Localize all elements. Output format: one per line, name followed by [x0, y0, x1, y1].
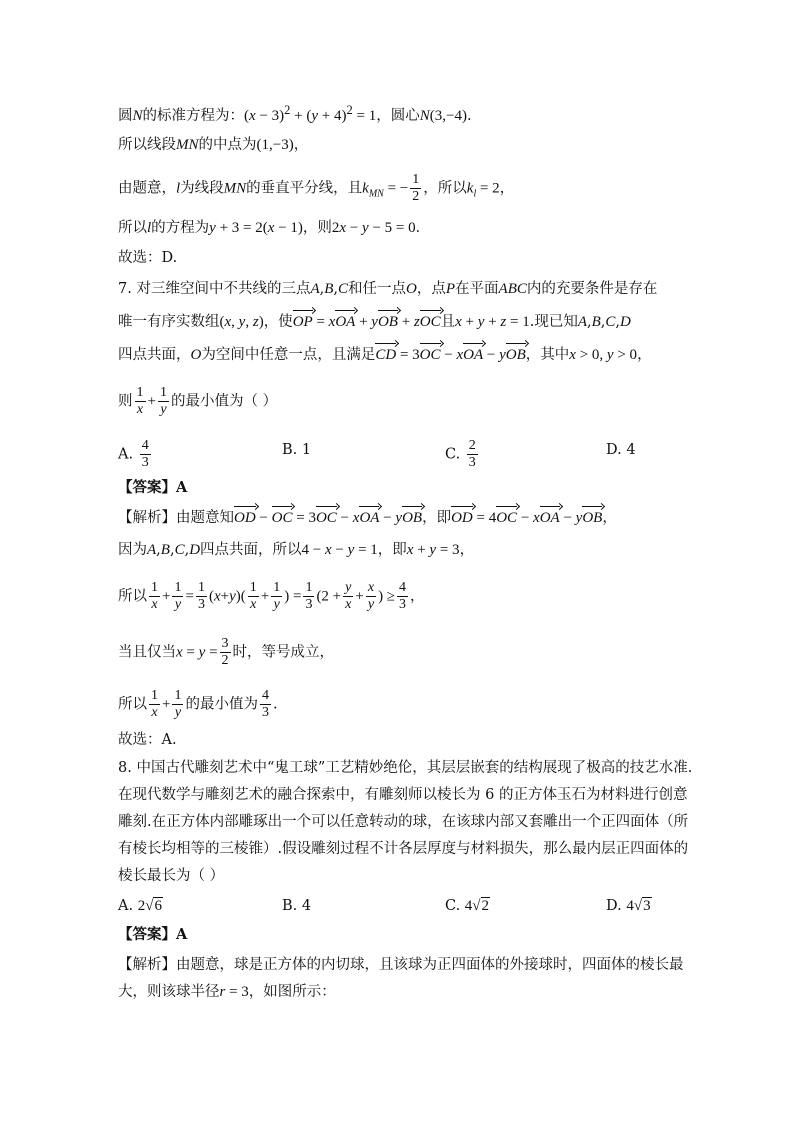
q8-option-c: C. 4√2 [445, 898, 490, 914]
q7-choice: 故选：A. [118, 732, 177, 748]
q8-solution-line-1: 【解析】由题意，球是正方体的内切球，且该球为正四面体的外接球时，四面体的棱长最 [118, 957, 684, 973]
question-7-line-2: 唯一有序实数组(x, y, z)，使OP = xOA + yOB + zOC且x + y + z = 1.现已知A,B,C,D [118, 314, 631, 330]
midpoint-line: 所以线段MN的中点为(1,−3)， [118, 137, 309, 153]
q8-option-b: B. 4 [282, 898, 312, 914]
q7-solution-line-4: 当且仅当x = y = $\frac{3}{2}$ 时，等号成立， [118, 636, 335, 668]
q7-answer: 【答案】A [118, 479, 188, 496]
question-8-line-3: 雕刻.在正方体内部雕琢出一个可以任意转动的球，在该球内部又套雕出一个正四面体（所 [118, 814, 689, 830]
question-8-line-5: 棱长最长为（ ） [118, 868, 225, 884]
q8-option-a: A. 2√6 [118, 898, 162, 914]
q7-solution-line-5: 所以 $\frac{1}{x}$ + $\frac{1}{y}$ 的最小值为 $\frac{4}{3}$ . [118, 688, 278, 720]
q8-answer: 【答案】A [118, 926, 188, 943]
q7-solution-line-1: 【解析】由题意知OD − OC = 3OC − xOA − yOB，即OD = 4OC − xOA − yOB， [118, 510, 617, 526]
answer-choice-d: 故选：D. [118, 250, 178, 266]
q7-option-b: B. 1 [282, 442, 312, 458]
line-l-equation: 所以l的方程为y + 3 = 2(x − 1)，则2x − y − 5 = 0． [118, 220, 431, 236]
q8-option-d: D. 4√3 [606, 898, 651, 914]
q7-option-a: A. $\frac{4}{3}$ [118, 438, 149, 470]
question-8-line-4: 有棱长均相等的三棱锥）.假设雕刻过程不计各层厚度与材料损失，那么最内层正四面体的 [118, 841, 689, 857]
q7-solution-line-3: 所以 $\frac{1}{x}$ + $\frac{1}{y}$ = $\frac{1}{3}$ (x+y)( $\frac{1}{x}$ + $\frac{1}{y}$ ) = $\frac{1}{3}$ (2 + $\frac{y}{x}$ + $\frac{x}{y}$ ) ≥ $\frac{4}{3}$ ， [118, 580, 425, 612]
q7-solution-line-2: 因为A,B,C,D四点共面，所以4 − x − y = 1，即x + y = 3， [118, 542, 475, 558]
question-7-line-1: 7. 对三维空间中不共线的三点A,B,C和任一点O，点P在平面ABC内的充要条件是存在 [118, 281, 658, 297]
q7-option-c: C. $\frac{2}{3}$ [445, 438, 476, 470]
q7-option-d: D. 4 [606, 442, 636, 458]
question-7-line-3: 四点共面，O为空间中任意一点，且满足CD = 3OC − xOA − yOB，其中x > 0, y > 0， [118, 347, 652, 363]
question-8-line-2: 在现代数学与雕刻艺术的融合探索中，有雕刻师以棱长为 6 的正方体玉石为材料进行创意 [118, 787, 688, 803]
question-8-line-1: 8. 中国古代雕刻艺术中“鬼工球”工艺精妙绝伦，其层层嵌套的结构展现了极高的技艺水准. [118, 760, 693, 776]
question-7-line-4: 则 $\frac{1}{x}$ + $\frac{1}{y}$ 的最小值为（ ） [118, 385, 278, 417]
perpendicular-bisector-line: 由题意，l为线段MN的垂直平分线，且$k_{MN}$ = − $\frac{1}{2}$ ，所以$k_l = 2$， [118, 172, 515, 204]
q8-solution-line-2: 大，则该球半径r = 3，如图所示： [118, 984, 336, 1000]
circle-n-equation-line: 圆N的标准方程为：$(x - 3)^2 + (y + 4)^2 = 1$，圆心N(3,−4). [118, 103, 472, 124]
